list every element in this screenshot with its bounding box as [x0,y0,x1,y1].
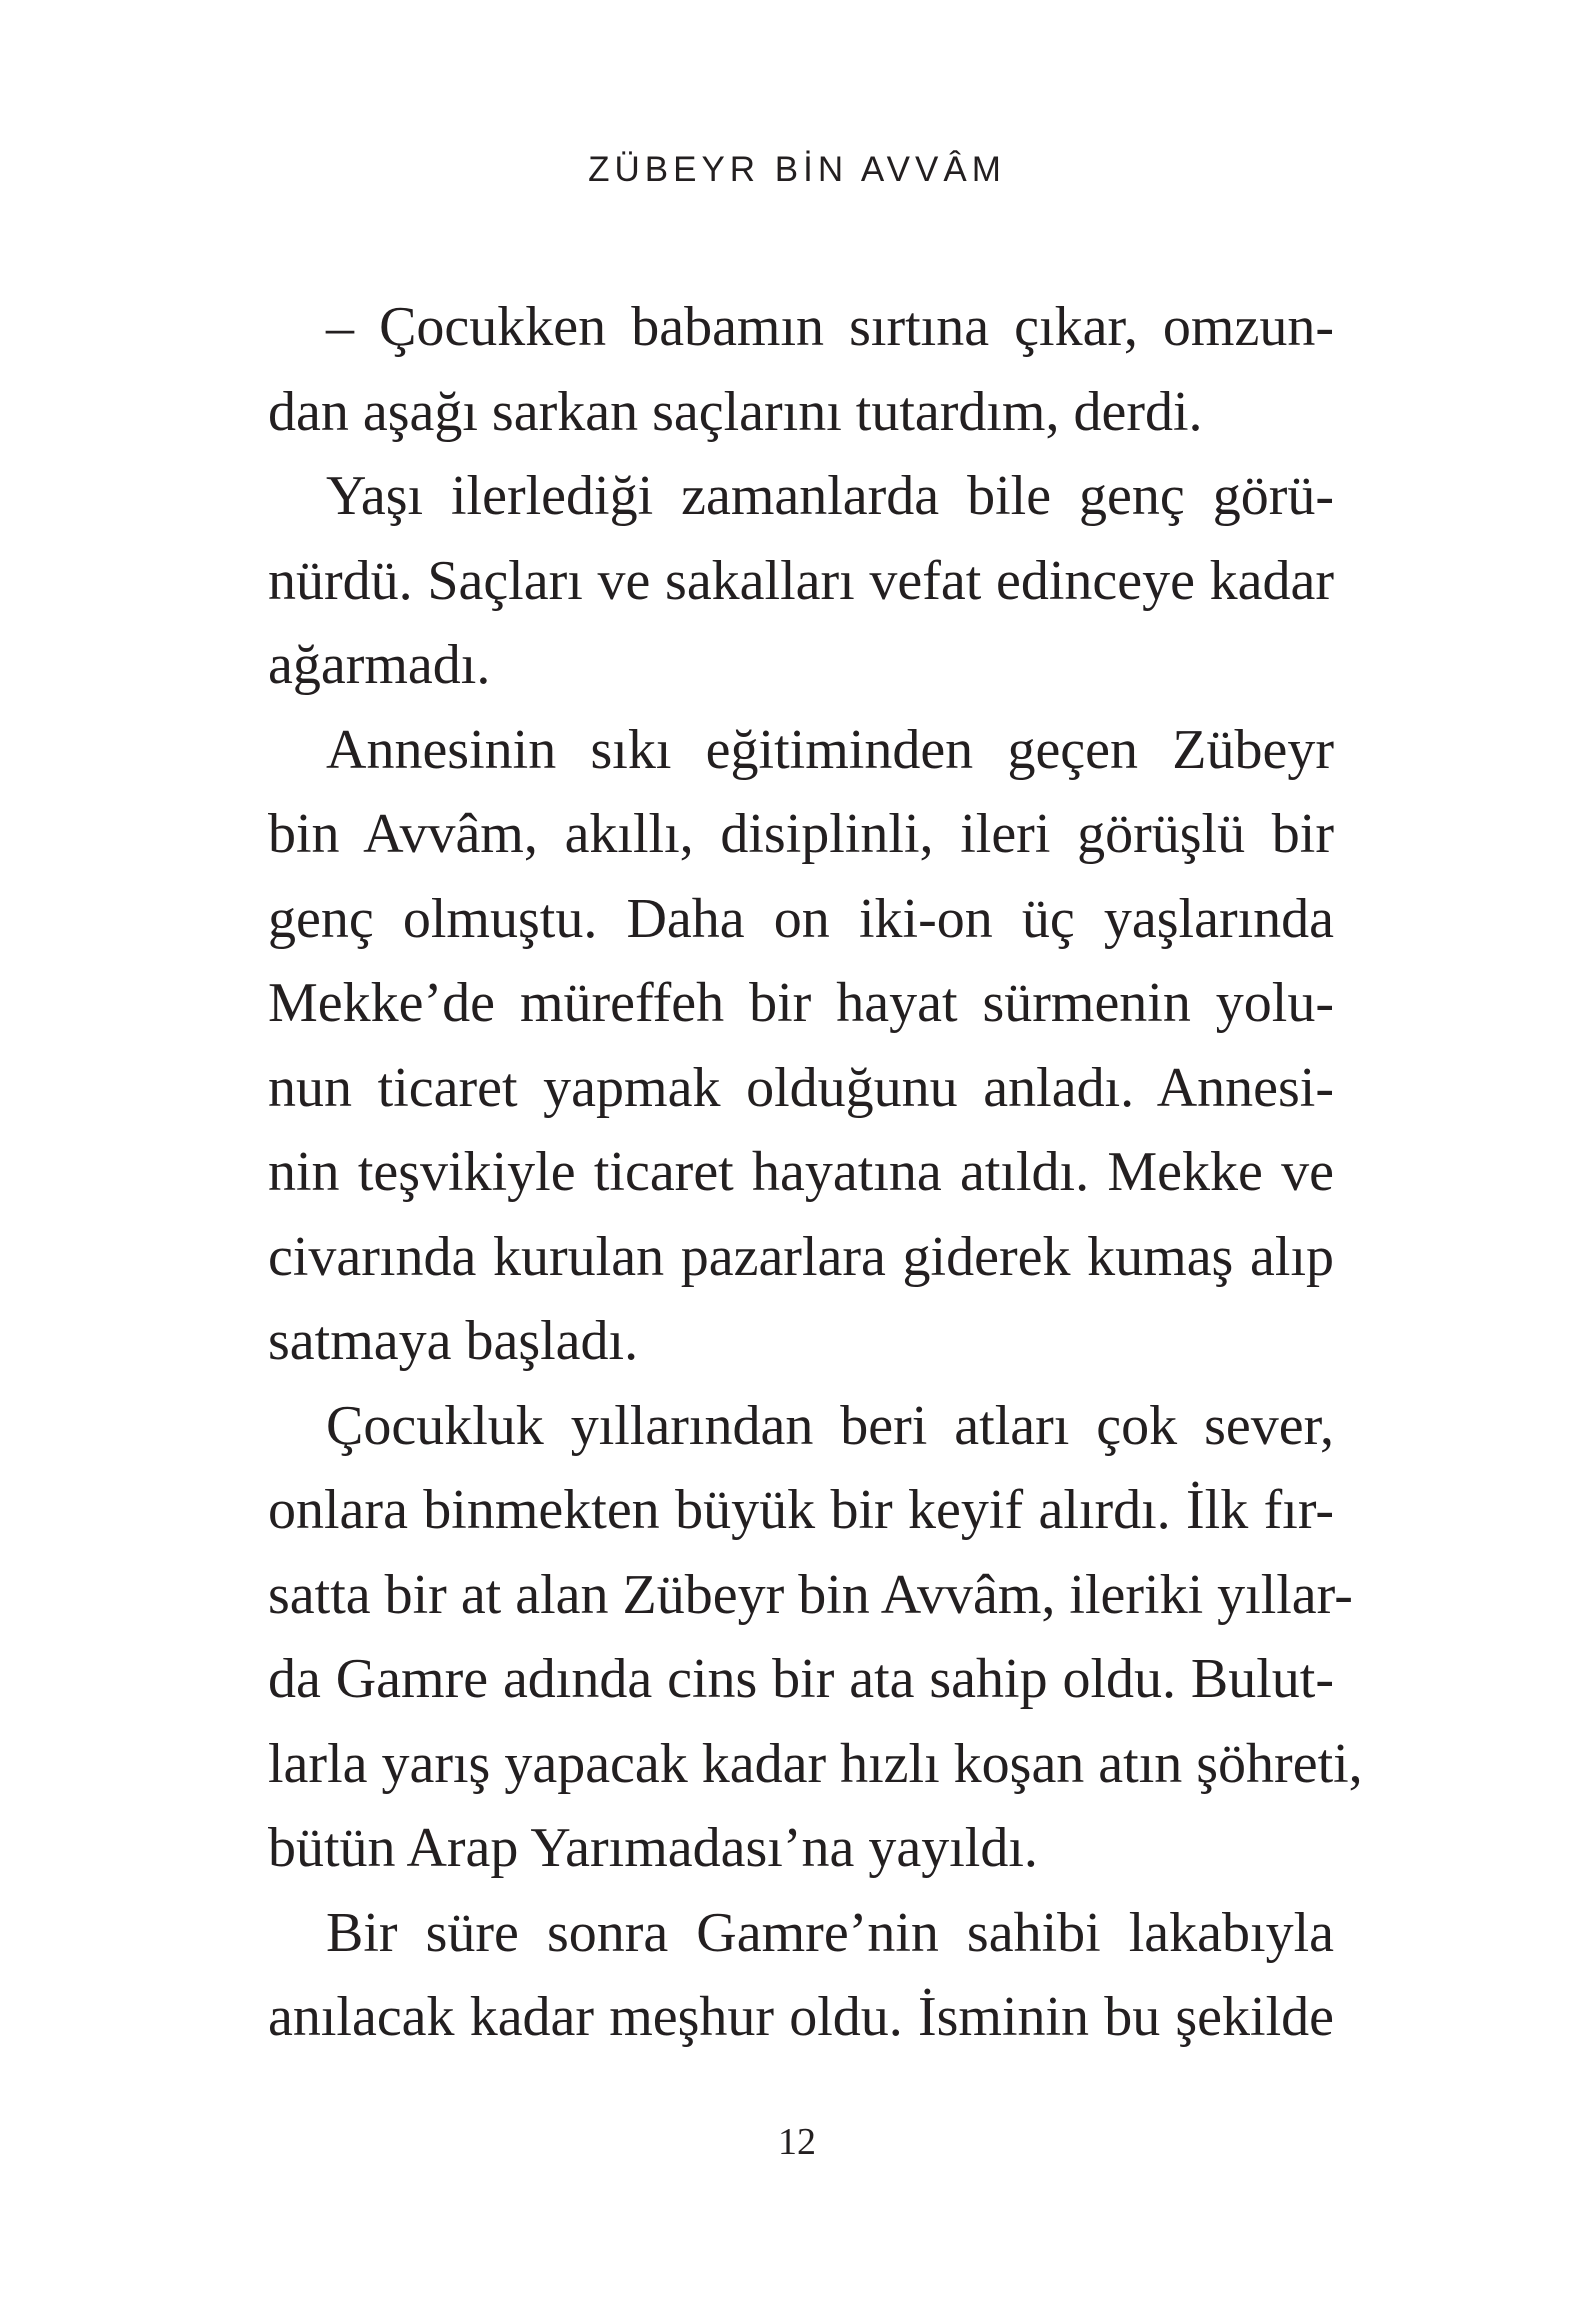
text-line: genç olmuştu. Daha on iki-on üç yaşlarında [268,887,1334,950]
text-line: bütün Arap Yarımadası’na yayıldı. [268,1817,1038,1879]
text-line: ağarmadı. [268,634,491,696]
text-line: nun ticaret yapmak olduğunu anladı. Annesi- [268,1056,1334,1119]
text-line: Mekke’de müreffeh bir hayat sürmenin yolu- [268,972,1334,1034]
text-line: bin Avvâm, akıllı, disiplinli, ileri görüşlü bir [268,803,1334,865]
text-line: anılacak kadar meşhur oldu. İsminin bu şekilde [268,1986,1334,2048]
text-line: Bir süre sonra Gamre’nin sahibi lakabıyla [326,1901,1334,1964]
text-line: larla yarış yapacak kadar hızlı koşan atın şöhreti, [268,1732,1363,1795]
text-line: satmaya başladı. [268,1310,639,1372]
text-line: Çocukluk yıllarından beri atları çok sever, [326,1394,1334,1457]
text-line: – Çocukken babamın sırtına çıkar, omzun- [326,296,1334,358]
text-line: civarında kurulan pazarlara giderek kumaş alıp [268,1225,1334,1288]
running-head-title: ZÜBEYR BİN AVVÂM [588,150,1006,189]
text-line: onlara binmekten büyük bir keyif alırdı. İlk fır- [268,1479,1334,1541]
page-number: 12 [778,2121,816,2163]
text-line: dan aşağı sarkan saçlarını tutardım, derdi. [268,380,1203,443]
text-line: nürdü. Saçları ve sakalları vefat edinceye kadar [268,549,1334,612]
text-line: nin teşvikiyle ticaret hayatına atıldı. Mekke ve [268,1141,1334,1203]
text-line: satta bir at alan Zübeyr bin Avvâm, ileriki yıllar- [268,1563,1353,1626]
text-line: Annesinin sıkı eğitiminden geçen Zübeyr [326,718,1334,781]
text-line: Yaşı ilerlediği zamanlarda bile genç görü- [326,465,1334,527]
body-text [268,285,1363,2060]
text-line: da Gamre adında cins bir ata sahip oldu. Bulut- [268,1648,1334,1710]
